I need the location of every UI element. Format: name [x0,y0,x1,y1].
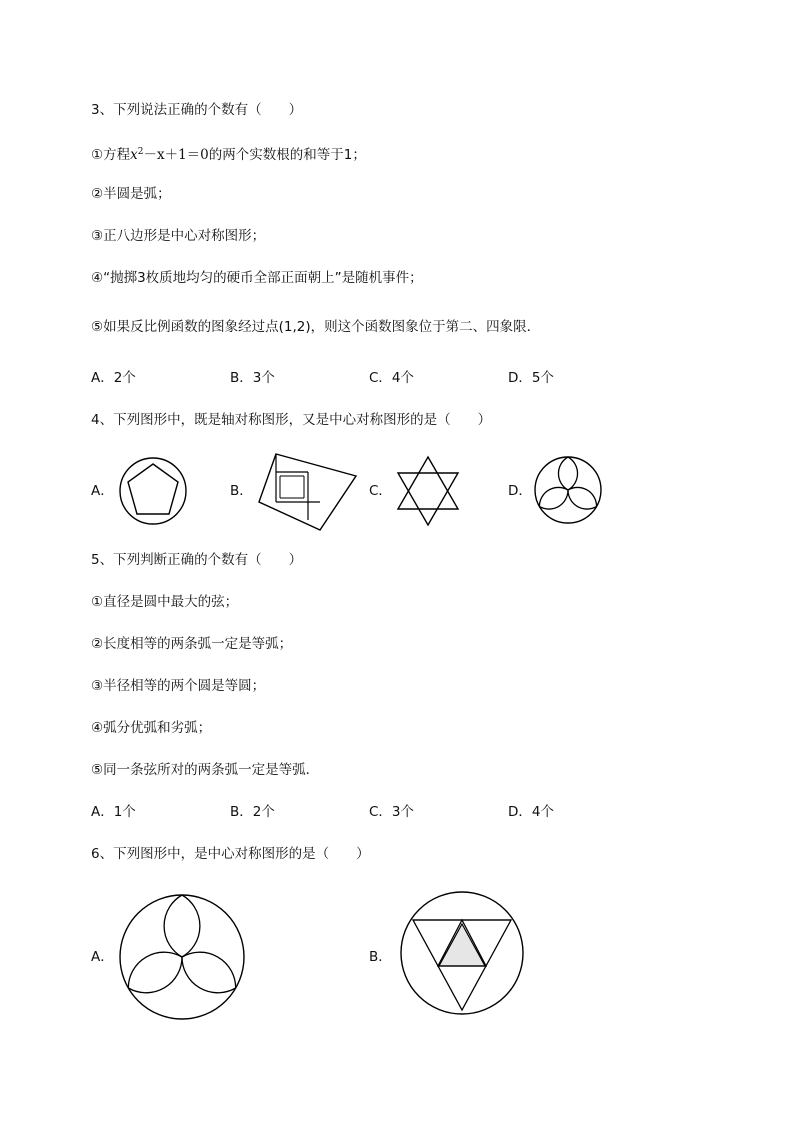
q5-statement-3: ③半径相等的两个圆是等圆； [91,678,266,694]
q3-s1-eq-x: x [130,147,138,163]
q5-option-a[interactable]: A．1个 [91,804,136,820]
q4-stem: 4、下列图形中，既是轴对称图形，又是中心对称图形的是（ ） [91,412,492,428]
q6-option-b-label[interactable]: B． [369,949,392,965]
q5-option-b[interactable]: B．2个 [230,804,275,820]
q5-option-d[interactable]: D．4个 [508,804,554,820]
q4-figure-d-trefoil-circle[interactable] [533,455,603,525]
q4-option-b-label[interactable]: B． [230,483,253,499]
q4-option-c-label[interactable]: C． [369,483,392,499]
q3-option-d[interactable]: D．5个 [508,370,554,386]
q3-statement-5: ⑤如果反比例函数的图象经过点(1,2)，则这个函数图象位于第二、四象限． [91,319,541,335]
q3-statement-1 [91,142,366,165]
q3-statement-2: ②半圆是弧； [91,186,171,202]
q3-option-c[interactable]: C．4个 [369,370,415,386]
q3-s1-eq-exponent: 2 [137,147,144,157]
q3-s1-prefix: ①方程 [91,147,131,163]
q3-statement-3: ③正八边形是中心对称图形； [91,228,266,244]
q5-statement-1: ①直径是圆中最大的弦； [91,594,239,610]
q3-option-a[interactable]: A．2个 [91,370,136,386]
q6-figure-a-trefoil-circle[interactable] [118,893,246,1021]
q5-statement-5: ⑤同一条弦所对的两条弧一定是等弧． [91,762,320,778]
q3-statement-4: ④“抛掷3枚质地均匀的硬币全部正面朝上”是随机事件； [91,270,423,286]
q3-s1-suffix: 的两个实数根的和等于1； [208,147,366,163]
q4-option-a-label[interactable]: A． [91,483,114,499]
q6-figure-b-triangles-in-circle[interactable] [400,891,524,1015]
q6-shaded-triangle [439,924,485,966]
q3-option-b[interactable]: B．3个 [230,370,275,386]
q3-s1-eq-rest: －x＋1＝0 [143,147,209,163]
q6-stem: 6、下列图形中，是中心对称图形的是（ ） [91,846,370,862]
q3-s1-equation [130,147,209,163]
q6-option-a-label[interactable]: A． [91,949,114,965]
q4-option-d-label[interactable]: D． [508,483,532,499]
q4-figure-a-pentagon-in-circle[interactable] [118,456,188,526]
q4-figure-c-hexagram[interactable] [394,456,462,526]
q3-stem: 3、下列说法正确的个数有（ ） [91,102,303,118]
q5-statement-4: ④弧分优弧和劣弧； [91,720,212,736]
q5-statement-2: ②长度相等的两条弧一定是等弧； [91,636,293,652]
q4-figure-b-rotated-square[interactable] [256,452,360,532]
q5-stem: 5、下列判断正确的个数有（ ） [91,552,303,568]
q5-option-c[interactable]: C．3个 [369,804,415,820]
